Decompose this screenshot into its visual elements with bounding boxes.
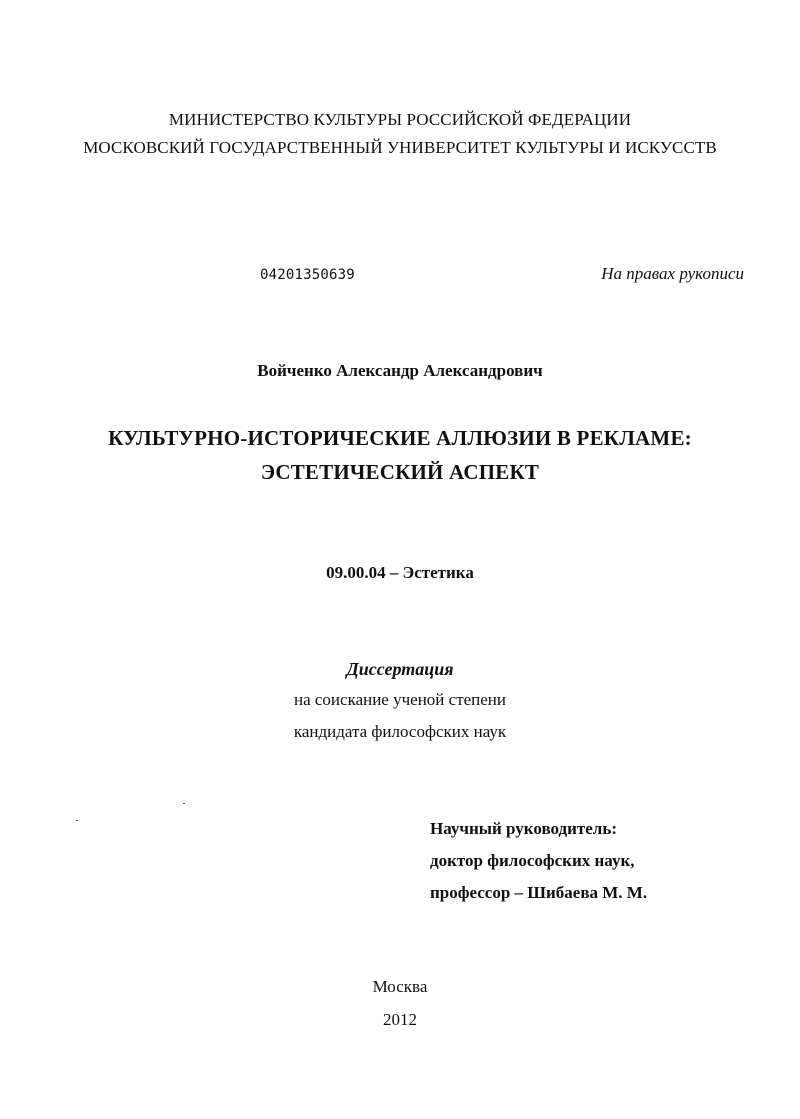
university-name: МОСКОВСКИЙ ГОСУДАРСТВЕННЫЙ УНИВЕРСИТЕТ КУЛЬТУРЫ И ИСКУССТВ [83, 138, 717, 157]
supervisor-degree: доктор философских наук, [430, 851, 635, 870]
registration-code: 04201350639 [260, 267, 355, 283]
city: Москва [372, 977, 428, 996]
author-name: Войченко Александр Александрович [257, 361, 543, 380]
specialty-code: 09.00.04 – Эстетика [326, 563, 474, 582]
dissertation-title-line-2: ЭСТЕТИЧЕСКИЙ АСПЕКТ [260, 460, 540, 484]
degree-line-1: на соискание ученой степени [293, 690, 507, 709]
degree-line-2: кандидата философских наук [293, 722, 507, 741]
scan-speck [183, 803, 185, 804]
scan-speck [76, 820, 78, 821]
supervisor-label: Научный руководитель: [430, 819, 617, 838]
dissertation-title-line-1: КУЛЬТУРНО-ИСТОРИЧЕСКИЕ АЛЛЮЗИИ В РЕКЛАМЕ: [108, 426, 692, 450]
ministry-name: МИНИСТЕРСТВО КУЛЬТУРЫ РОССИЙСКОЙ ФЕДЕРАЦИИ [168, 110, 632, 129]
supervisor-name: профессор – Шибаева М. М. [430, 883, 648, 902]
year: 2012 [383, 1010, 417, 1029]
dissertation-heading: Диссертация [346, 659, 454, 679]
manuscript-rights-note: На правах рукописи [601, 264, 744, 283]
